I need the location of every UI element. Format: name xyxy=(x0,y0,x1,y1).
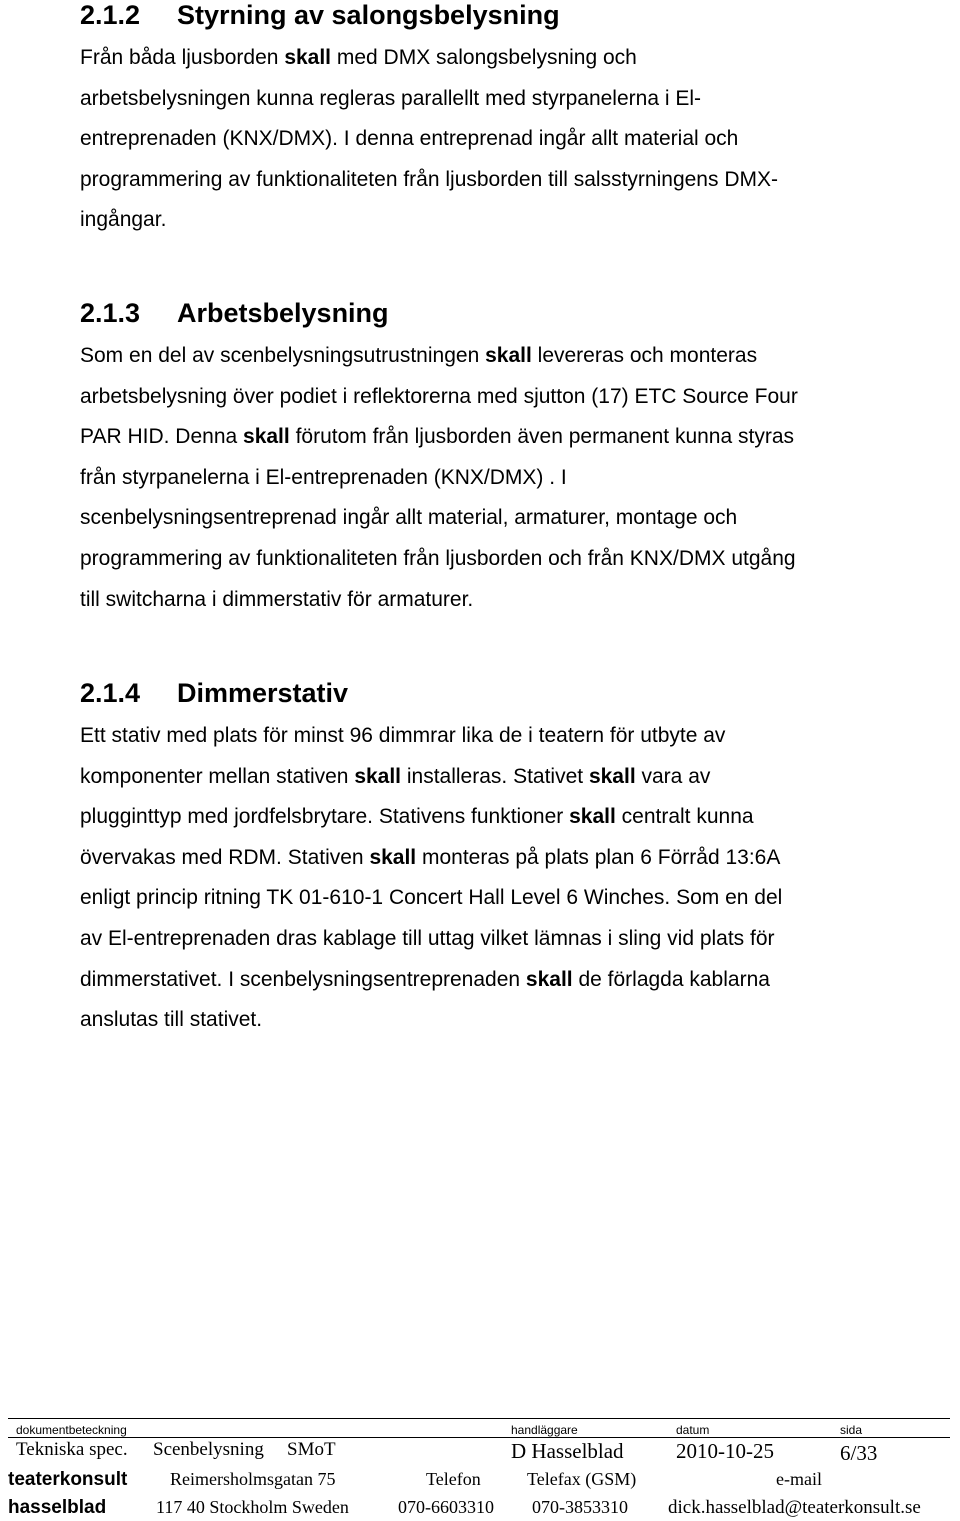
section-heading xyxy=(80,0,560,30)
date-label: datum xyxy=(676,1423,710,1437)
body-line: entreprenaden (KNX/DMX). I denna entreprenad ingår allt material och xyxy=(80,127,739,151)
email-label: e-mail xyxy=(776,1469,822,1489)
body-line: ingångar. xyxy=(80,208,167,232)
body-line: PAR HID. Denna skall förutom från ljusborden även permanent kunna styras xyxy=(80,425,795,449)
body-line: Som en del av scenbelysningsutrustningen skall levereras och monteras xyxy=(80,344,758,367)
city-address: 117 40 Stockholm Sweden xyxy=(156,1497,349,1517)
doc-id-label: dokumentbeteckning xyxy=(16,1423,127,1437)
street-address: Reimersholmsgatan 75 xyxy=(170,1469,336,1489)
doc-id-part-2: Scenbelysning xyxy=(153,1439,264,1460)
email-address[interactable]: dick.hasselblad@teaterkonsult.se xyxy=(668,1497,921,1518)
section-title: Styrning av salongsbelysning xyxy=(177,0,560,30)
body-line: plugginttyp med jordfelsbrytare. Stativens funktioner skall centralt kunna xyxy=(80,805,754,829)
section-heading xyxy=(80,298,389,328)
handler-label: handläggare xyxy=(511,1423,578,1437)
body-line: övervakas med RDM. Stativen skall monteras på plats plan 6 Förråd 13:6A xyxy=(80,845,781,869)
page-footer xyxy=(0,1418,960,1521)
section-number: 2.1.4 xyxy=(80,678,141,708)
body-line: enligt princip ritning TK 01-610-1 Concert Hall Level 6 Winches. Som en del xyxy=(80,886,783,910)
body-line: Ett stativ med plats för minst 96 dimmrar lika de i teatern för utbyte av xyxy=(80,724,726,747)
body-line: anslutas till stativet. xyxy=(80,1008,263,1032)
body-line: Från båda ljusborden skall med DMX salongsbelysning och xyxy=(80,46,637,69)
body-line: dimmerstativet. I scenbelysningsentreprenaden skall de förlagda kablarna xyxy=(80,967,770,991)
company-name-line-1: teaterkonsult xyxy=(8,1469,128,1490)
body-line: programmering av funktionaliteten från ljusborden och från KNX/DMX utgång xyxy=(80,547,796,570)
body-line: arbetsbelysningen kunna regleras parallellt med styrpanelerna i El- xyxy=(80,86,702,110)
section-number: 2.1.2 xyxy=(80,0,141,30)
body-line: från styrpanelerna i El-entreprenaden (KNX/DMX) . I xyxy=(80,465,567,489)
section-title: Dimmerstativ xyxy=(177,678,349,708)
date-value: 2010-10-25 xyxy=(676,1439,774,1463)
body-line: programmering av funktionaliteten från ljusborden till salsstyrningens DMX- xyxy=(80,167,778,191)
section-number: 2.1.3 xyxy=(80,298,141,328)
section-title: Arbetsbelysning xyxy=(177,298,389,328)
body-line: till switcharna i dimmerstativ för armaturer. xyxy=(80,587,474,611)
fax-number: 070-3853310 xyxy=(532,1497,628,1517)
phone-number: 070-6603310 xyxy=(398,1497,494,1517)
footer-top-rule xyxy=(8,1418,950,1419)
footer-label-rule xyxy=(8,1437,950,1438)
body-line: scenbelysningsentreprenad ingår allt material, armaturer, montage och xyxy=(80,506,738,530)
phone-label: Telefon xyxy=(426,1469,481,1489)
handler-value: D Hasselblad xyxy=(511,1439,624,1463)
doc-id-part-1: Tekniska spec. xyxy=(16,1439,128,1460)
body-line: av El-entreprenaden dras kablage till uttag vilket lämnas i sling vid plats för xyxy=(80,927,775,950)
fax-label: Telefax (GSM) xyxy=(527,1469,637,1489)
company-name-line-2: hasselblad xyxy=(8,1497,107,1518)
body-line: arbetsbelysning över podiet i reflektorerna med sjutton (17) ETC Source Four xyxy=(80,384,798,408)
body-line: komponenter mellan stativen skall installeras. Stativet skall vara av xyxy=(80,764,711,788)
doc-id-part-3: SMoT xyxy=(287,1439,336,1460)
page-label: sida xyxy=(840,1423,863,1437)
section-heading xyxy=(80,678,348,708)
page-value: 6/33 xyxy=(840,1441,878,1465)
